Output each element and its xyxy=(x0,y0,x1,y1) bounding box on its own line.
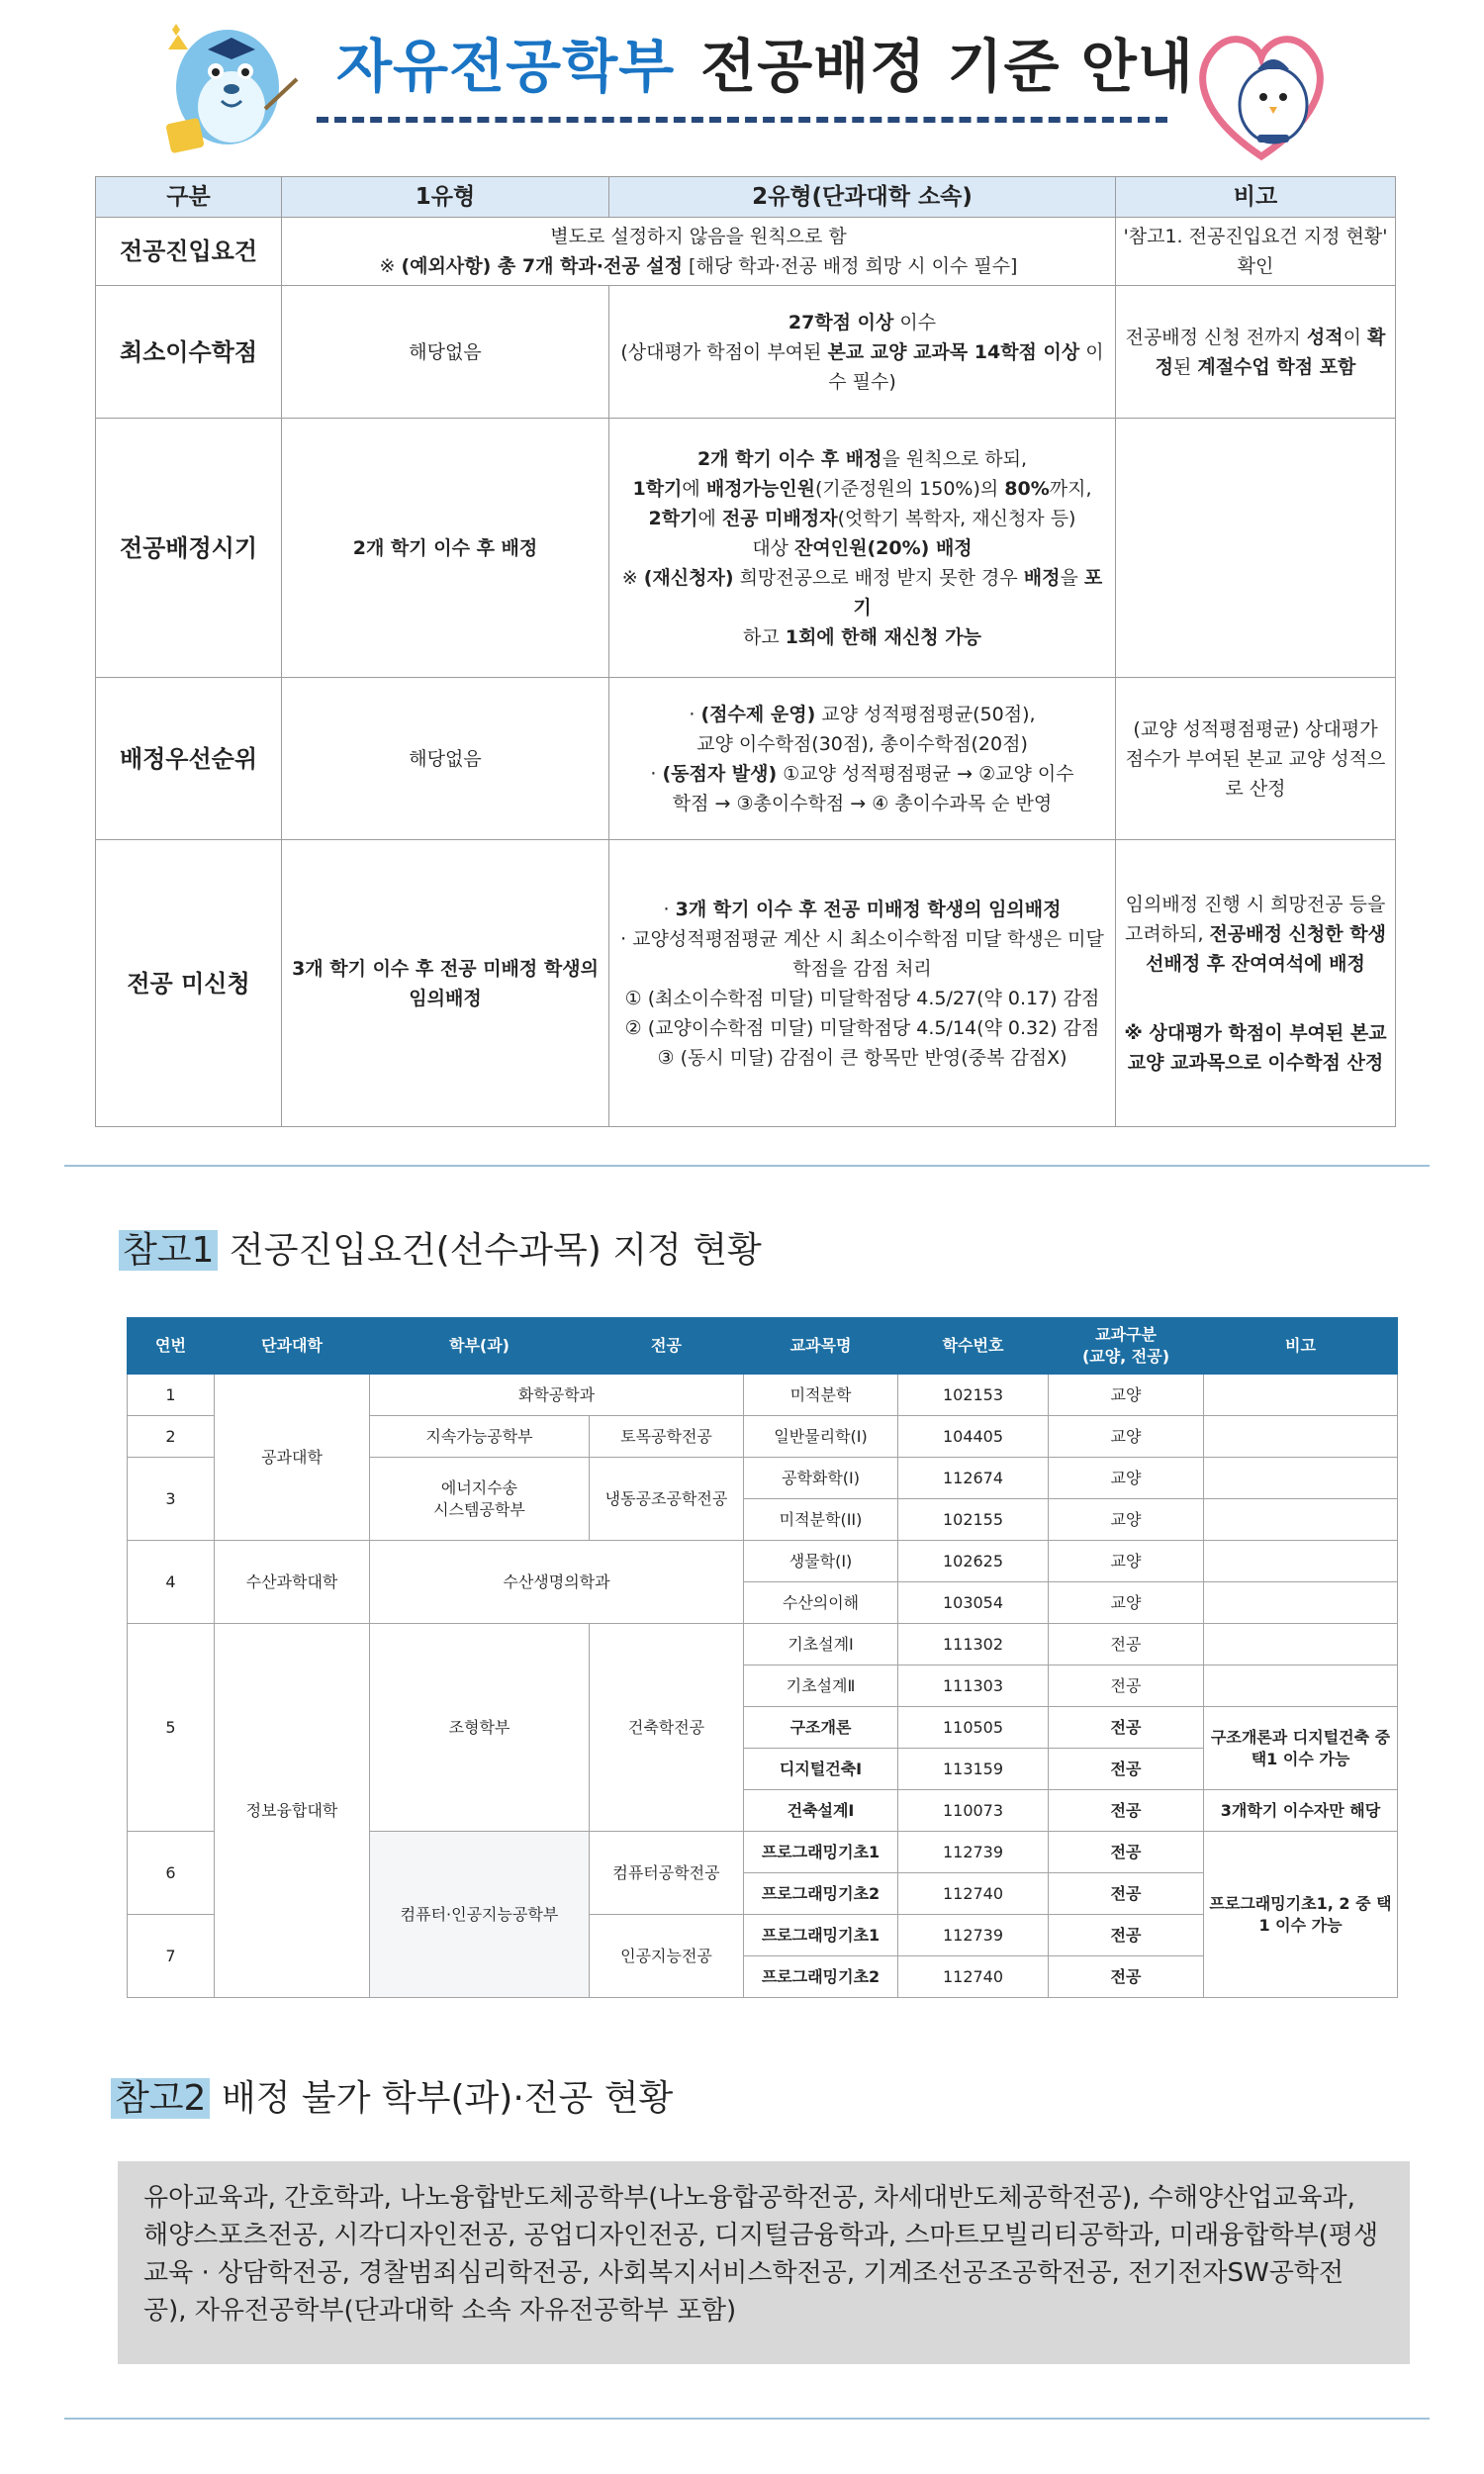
text: 임의배정 진행 시 희망전공 등을 고려하되, xyxy=(1125,893,1386,945)
cell-major: 인공지능전공 xyxy=(590,1915,744,1998)
text-bold: 배정 xyxy=(1023,566,1061,589)
cell-type: 교양 xyxy=(1049,1499,1204,1541)
cell-note xyxy=(1204,1499,1398,1541)
cell-note xyxy=(1204,1624,1398,1665)
row-label: 배정우선순위 xyxy=(96,678,282,840)
cell-type: 전공 xyxy=(1049,1832,1204,1873)
cell-dept: 수산생명의학과 xyxy=(370,1541,744,1624)
table-row xyxy=(128,1375,1398,1416)
cell-code: 111303 xyxy=(898,1665,1049,1707)
cell-major: 컴퓨터공학전공 xyxy=(590,1832,744,1915)
row-label: 전공배정시기 xyxy=(96,419,282,678)
text: 희망전공으로 배정 받지 못한 경우 xyxy=(733,566,1024,589)
cell-type: 전공 xyxy=(1049,1749,1204,1790)
text-bold: 성적 xyxy=(1306,326,1344,348)
prerequisite-table xyxy=(127,1317,1398,1998)
text-bold: 배정가능인원 xyxy=(705,477,815,500)
text: 이수 필수) xyxy=(828,340,1104,393)
title-underline xyxy=(317,117,1167,123)
text-bold: 잔여인원(20%) 배정 xyxy=(794,536,973,559)
cell-note: 3개학기 이수자만 해당 xyxy=(1204,1790,1398,1832)
text: 시스템공학부 xyxy=(433,1499,525,1519)
unapplied-line1 xyxy=(615,895,1109,924)
text: 전공배정 신청 전까지 xyxy=(1125,326,1307,348)
cell-note xyxy=(1204,1541,1398,1582)
cell-course: 공학화학(I) xyxy=(744,1458,898,1499)
credits-type1: 해당없음 xyxy=(282,286,609,419)
col-dept: 학부(과) xyxy=(370,1318,590,1375)
cell-course: 생물학(Ⅰ) xyxy=(744,1541,898,1582)
text: 대상 xyxy=(752,536,795,559)
text: 교과구분 xyxy=(1095,1325,1157,1344)
cell-course: 프로그래밍기초2 xyxy=(744,1873,898,1915)
cell-code: 102155 xyxy=(898,1499,1049,1541)
cell-no: 4 xyxy=(128,1541,215,1624)
cell-code: 110505 xyxy=(898,1707,1049,1749)
row-assignment-timing xyxy=(96,419,1396,678)
text: 교양 성적평점평균(50점), xyxy=(815,703,1036,725)
page-title xyxy=(336,20,1194,103)
col-note: 비고 xyxy=(1204,1318,1398,1375)
entry-line1: 별도로 설정하지 않음을 원칙으로 함 xyxy=(550,226,847,247)
col-major: 전공 xyxy=(590,1318,744,1375)
credits-type2 xyxy=(609,286,1116,419)
text: · xyxy=(689,703,701,725)
cell-course: 프로그래밍기초1 xyxy=(744,1832,898,1873)
priority-line4: 학점 → ③총이수학점 → ④ 총이수과목 순 반영 xyxy=(672,792,1053,814)
entry-line2 xyxy=(288,251,1109,281)
col-no: 연번 xyxy=(128,1318,215,1375)
cell-dept: 지속가능공학부 xyxy=(370,1416,590,1458)
cell-no: 6 xyxy=(128,1832,215,1915)
page-header xyxy=(0,0,1484,173)
text-bold: (점수제 운영) xyxy=(700,703,816,725)
cell-type: 전공 xyxy=(1049,1707,1204,1749)
cell-type: 전공 xyxy=(1049,1624,1204,1665)
text: (상대평가 학점이 부여된 xyxy=(620,340,828,363)
text: 까지, xyxy=(1049,477,1092,500)
text-bold: 1회에 한해 재신청 가능 xyxy=(785,625,981,648)
cell-college: 정보융합대학 xyxy=(215,1624,370,1998)
timing-line2 xyxy=(615,474,1109,504)
row-label: 전공진입요건 xyxy=(96,218,282,286)
text-bold: 80% xyxy=(1004,477,1050,500)
cell-college: 수산과학대학 xyxy=(215,1541,370,1624)
text-bold: 2학기 xyxy=(648,507,698,529)
col-note: 비고 xyxy=(1116,177,1396,218)
cell-dept: 조형학부 xyxy=(370,1624,590,1832)
cell-note: 프로그래밍기초1, 2 중 택1 이수 가능 xyxy=(1204,1832,1398,1998)
text: 에너지수송 xyxy=(440,1477,518,1497)
priority-line3 xyxy=(615,759,1109,789)
text: ①교양 성적평점평균 → ②교양 이수 xyxy=(777,762,1074,785)
cell-type: 교양 xyxy=(1049,1541,1204,1582)
cell-type: 전공 xyxy=(1049,1873,1204,1915)
cell-note: 구조개론과 디지털건축 중 택1 이수 가능 xyxy=(1204,1707,1398,1790)
cell-major: 냉동공조공학전공 xyxy=(590,1458,744,1541)
text-bold: 전공배정 신청한 학생 선배정 후 잔여여석에 배정 xyxy=(1146,922,1386,975)
text: 이수 xyxy=(893,311,937,333)
text-bold: ※ 상대평가 학점이 부여된 본교 교양 교과목으로 이수학점 산정 xyxy=(1124,1021,1387,1074)
text-bold: 본교 교양 교과목 14학점 이상 xyxy=(827,340,1080,363)
text: (기준정원의 150%)의 xyxy=(814,477,1005,500)
cell-note xyxy=(1204,1582,1398,1624)
cell-type: 교양 xyxy=(1049,1582,1204,1624)
priority-line1 xyxy=(615,700,1109,729)
text: · xyxy=(663,898,676,920)
cell-dept xyxy=(370,1458,590,1541)
cell-no: 2 xyxy=(128,1416,215,1458)
cell-course: 미적분학 xyxy=(744,1375,898,1416)
cell-code: 102153 xyxy=(898,1375,1049,1416)
cell-note xyxy=(1204,1375,1398,1416)
col-type1: 1유형 xyxy=(282,177,609,218)
timing-line5 xyxy=(615,563,1109,622)
cell-note xyxy=(1204,1416,1398,1458)
cell-course: 디지털건축Ⅰ xyxy=(744,1749,898,1790)
cell-type: 전공 xyxy=(1049,1915,1204,1956)
text: 이 xyxy=(1343,326,1368,348)
timing-type2 xyxy=(609,419,1116,678)
priority-note: (교양 성적평점평균) 상대평가 점수가 부여된 본교 교양 성적으로 산정 xyxy=(1116,678,1396,840)
cell-code: 113159 xyxy=(898,1749,1049,1790)
col-type xyxy=(1049,1318,1204,1375)
seal-mascot-icon xyxy=(148,10,307,168)
cell-no: 7 xyxy=(128,1915,215,1998)
text: 을 xyxy=(1060,566,1084,589)
title-highlight: 자유전공학부 xyxy=(336,33,676,100)
row-label: 전공 미신청 xyxy=(96,840,282,1127)
table-row xyxy=(128,1624,1398,1665)
entry-note: '참고1. 전공진입요건 지정 현황' 확인 xyxy=(1116,218,1396,286)
cell-course: 미적분학(II) xyxy=(744,1499,898,1541)
cell-major: 토목공학전공 xyxy=(590,1416,744,1458)
cell-code: 112739 xyxy=(898,1915,1049,1956)
unapplied-line5: ③ (동시 미달) 감점이 큰 항목만 반영(중복 감점X) xyxy=(657,1046,1067,1069)
text-bold: 확정 xyxy=(1155,326,1386,378)
cell-note xyxy=(1204,1665,1398,1707)
cell-type: 전공 xyxy=(1049,1956,1204,1998)
row-min-credits xyxy=(96,286,1396,419)
timing-line1 xyxy=(615,444,1109,474)
section2-title: 배정 불가 학부(과)·전공 현황 xyxy=(221,2078,674,2119)
section1-title: 전공진입요건(선수과목) 지정 현황 xyxy=(229,1230,762,1271)
cell-college: 공과대학 xyxy=(215,1375,370,1541)
text: 된 xyxy=(1172,355,1198,378)
cell-code: 112740 xyxy=(898,1873,1049,1915)
cell-code: 111302 xyxy=(898,1624,1049,1665)
text: 하고 xyxy=(742,625,786,648)
text: 을 원칙으로 하되, xyxy=(881,447,1028,470)
cell-no: 1 xyxy=(128,1375,215,1416)
footer-divider xyxy=(64,2418,1430,2420)
priority-line2: 교양 이수학점(30점), 총이수학점(20점) xyxy=(696,732,1028,755)
timing-line4 xyxy=(615,533,1109,563)
section1-tag: 참고1 xyxy=(119,1230,218,1271)
cell-code: 110073 xyxy=(898,1790,1049,1832)
text-bold: 포기 xyxy=(853,566,1103,618)
col-college: 단과대학 xyxy=(215,1318,370,1375)
cell-course: 프로그래밍기초2 xyxy=(744,1956,898,1998)
col-code: 학수번호 xyxy=(898,1318,1049,1375)
cell-type: 전공 xyxy=(1049,1790,1204,1832)
unapplied-type1: 3개 학기 이수 후 전공 미배정 학생의 임의배정 xyxy=(282,840,609,1127)
prereq-header-row xyxy=(128,1318,1398,1375)
unapplied-line2: · 교양성적평점평균 계산 시 최소이수학점 미달 학생은 미달학점을 감점 처리 xyxy=(620,927,1104,980)
excluded-majors-box: 유아교육과, 간호학과, 나노융합반도체공학부(나노융합공학전공, 차세대반도체공학전공), 수해양산업교육과, 해양스포츠전공, 시각디자인전공, 공업디자인전공, 디지털금융학과, 스마트모빌리티공학과, 미래융합학부(평생교육 · 상담학전공, 경찰범죄심리학전공, 사회복지서비스학전공, 기계조선공조공학전공, 전기전자SW공학전공), 자유전공학부(단과대학 소속 자유전공학부 포함) xyxy=(118,2161,1410,2364)
cell-note xyxy=(1204,1458,1398,1499)
cell-dept: 화학공학과 xyxy=(370,1375,744,1416)
text: ※ xyxy=(621,566,644,589)
text: · xyxy=(650,762,663,785)
cell-major: 건축학전공 xyxy=(590,1624,744,1832)
entry-merged-cell xyxy=(282,218,1116,286)
cell-type: 교양 xyxy=(1049,1458,1204,1499)
heart-bird-mascot-icon xyxy=(1192,18,1331,166)
cell-no: 5 xyxy=(128,1624,215,1832)
row-label: 최소이수학점 xyxy=(96,286,282,419)
section1-heading xyxy=(119,1222,762,1273)
section-divider xyxy=(64,1165,1430,1167)
cell-code: 102625 xyxy=(898,1541,1049,1582)
cell-code: 104405 xyxy=(898,1416,1049,1458)
text-bold: 1학기 xyxy=(632,477,683,500)
cell-code: 112674 xyxy=(898,1458,1049,1499)
row-unapplied xyxy=(96,840,1396,1127)
row-priority xyxy=(96,678,1396,840)
criteria-table xyxy=(95,176,1396,1127)
cell-course: 기초설계Ⅱ xyxy=(744,1665,898,1707)
cell-code: 112739 xyxy=(898,1832,1049,1873)
cell-no: 3 xyxy=(128,1458,215,1541)
col-type2: 2유형(단과대학 소속) xyxy=(609,177,1116,218)
cell-course: 일반물리학(Ⅰ) xyxy=(744,1416,898,1458)
text: ※ xyxy=(379,255,402,277)
cell-course: 기초설계Ⅰ xyxy=(744,1624,898,1665)
text-bold: 27학점 이상 xyxy=(788,311,894,333)
text-bold: (예외사항) 총 7개 학과·전공 설정 xyxy=(401,255,684,277)
table-row xyxy=(128,1541,1398,1582)
criteria-header-row xyxy=(96,177,1396,218)
col-category: 구분 xyxy=(96,177,282,218)
col-course: 교과목명 xyxy=(744,1318,898,1375)
timing-line6 xyxy=(615,622,1109,652)
priority-type1: 해당없음 xyxy=(282,678,609,840)
cell-code: 103054 xyxy=(898,1582,1049,1624)
credits-note xyxy=(1116,286,1396,419)
cell-type: 교양 xyxy=(1049,1416,1204,1458)
timing-type1: 2개 학기 이수 후 배정 xyxy=(282,419,609,678)
text: [해당 학과·전공 배정 희망 시 이수 필수] xyxy=(683,255,1018,277)
text-bold: (재신청자) xyxy=(643,566,734,589)
cell-course: 프로그래밍기초1 xyxy=(744,1915,898,1956)
text: (엇학기 복학자, 재신청자 등) xyxy=(837,507,1076,529)
timing-note xyxy=(1116,419,1396,678)
text: (교양, 전공) xyxy=(1081,1347,1170,1366)
cell-course: 구조개론 xyxy=(744,1707,898,1749)
text-bold: 3개 학기 이수 후 전공 미배정 학생의 임의배정 xyxy=(675,898,1062,920)
cell-dept: 컴퓨터·인공지능공학부 xyxy=(370,1832,590,1998)
text-bold: 계절수업 학점 포함 xyxy=(1197,355,1356,378)
cell-course: 수산의이해 xyxy=(744,1582,898,1624)
text-bold: 2개 학기 이수 후 배정 xyxy=(696,447,882,470)
cell-code: 112740 xyxy=(898,1956,1049,1998)
section2-tag: 참고2 xyxy=(111,2078,210,2119)
text-bold: (동점자 발생) xyxy=(662,762,778,785)
title-main: 전공배정 기준 안내 xyxy=(700,33,1194,100)
text: 에 xyxy=(682,477,706,500)
unapplied-type2 xyxy=(609,840,1116,1127)
unapplied-note-part2 xyxy=(1122,1018,1389,1078)
section2-heading xyxy=(111,2070,673,2121)
unapplied-line4: ② (교양이수학점 미달) 미달학점당 4.5/14(약 0.32) 감점 xyxy=(624,1016,1100,1039)
cell-type: 전공 xyxy=(1049,1665,1204,1707)
cell-course: 건축설계Ⅰ xyxy=(744,1790,898,1832)
unapplied-line3: ① (최소이수학점 미달) 미달학점당 4.5/27(약 0.17) 감점 xyxy=(624,987,1100,1009)
unapplied-note xyxy=(1116,840,1396,1127)
text: 에 xyxy=(697,507,722,529)
unapplied-note-part1 xyxy=(1122,890,1389,979)
timing-line3 xyxy=(615,504,1109,533)
row-entry-requirement xyxy=(96,218,1396,286)
cell-type: 교양 xyxy=(1049,1375,1204,1416)
text-bold: 전공 미배정자 xyxy=(721,507,838,529)
priority-type2 xyxy=(609,678,1116,840)
